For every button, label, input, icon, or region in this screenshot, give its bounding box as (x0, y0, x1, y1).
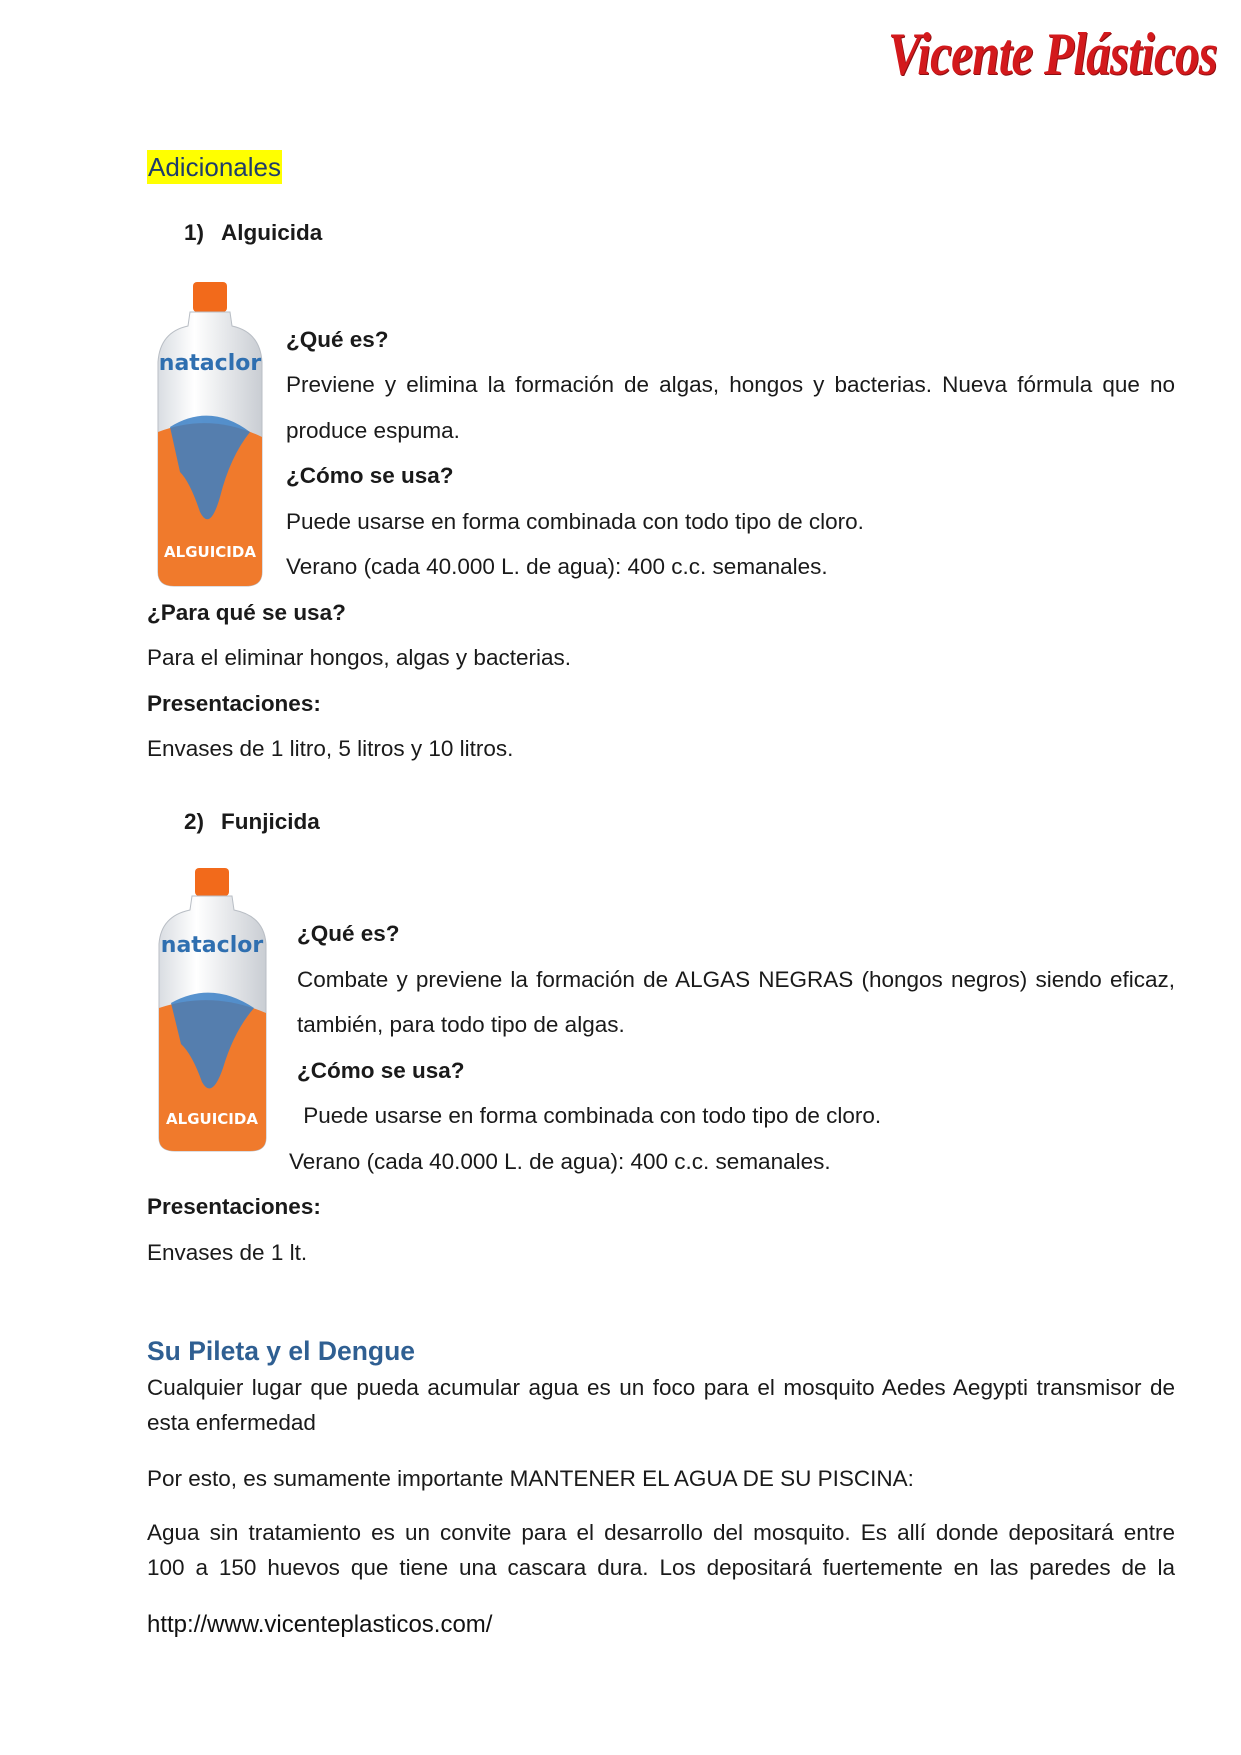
product-2-que-es-heading: ¿Qué es? (297, 921, 400, 946)
product-2-como-line-2: Verano (cada 40.000 L. de agua): 400 c.c. semanales. (289, 1149, 831, 1174)
product-2-presentaciones-text: Envases de 1 lt. (147, 1240, 308, 1265)
product-2-como-line-1: Puede usarse en forma combinada con todo tipo de cloro. (297, 1103, 882, 1128)
product-1-que-es-heading: ¿Qué es? (286, 327, 389, 352)
dengue-section-title: Su Pileta y el Dengue (147, 1336, 416, 1366)
product-1-para-heading: ¿Para qué se usa? (147, 600, 346, 625)
dengue-p3-line-2: 100 a 150 huevos que tiene una cascara dura. Los depositará fuertemente en las paredes de la (147, 1555, 1175, 1580)
bottle-brand: nataclor (160, 933, 264, 958)
dengue-p1-line-1: Cualquier lugar que pueda acumular agua es un foco para el mosquito Aedes Aegypti transmisor de (147, 1375, 1175, 1400)
product-1-number: 1) (184, 220, 205, 245)
section-title: Adicionales (148, 152, 281, 182)
product-1-como-line-2: Verano (cada 40.000 L. de agua): 400 c.c. semanales. (286, 554, 828, 579)
bottle-label: ALGUICIDA (166, 1110, 258, 1128)
product-2-number: 2) (184, 809, 205, 834)
product-1-que-es-line-1: Previene y elimina la formación de algas, hongos y bacterias. Nueva fórmula que no (286, 372, 1175, 397)
dengue-p3-line-1: Agua sin tratamiento es un convite para el desarrollo del mosquito. Es allí donde depositará entre (147, 1520, 1175, 1545)
product-1-title (184, 218, 322, 248)
product-1-como-line-1: Puede usarse en forma combinada con todo tipo de cloro. (286, 509, 864, 534)
funjicida-bottle-image (150, 868, 275, 1153)
product-2-presentaciones-heading: Presentaciones: (147, 1194, 321, 1219)
product-1-name: Alguicida (221, 220, 323, 245)
product-2-name: Funjicida (221, 809, 320, 834)
product-1-como-heading: ¿Cómo se usa? (286, 463, 454, 488)
product-2-que-es-line-1: Combate y previene la formación de ALGAS NEGRAS (hongos negros) siendo eficaz, (297, 967, 1175, 992)
bottle-brand: nataclor (158, 351, 262, 376)
footer-website-link[interactable]: http://www.vicenteplasticos.com/ (147, 1611, 493, 1638)
bottle-cap (193, 282, 227, 312)
dengue-p1-line-2: esta enfermedad (147, 1410, 316, 1435)
product-1-que-es-line-2: produce espuma. (286, 418, 460, 443)
product-1-presentaciones-text: Envases de 1 litro, 5 litros y 10 litros. (147, 736, 514, 761)
product-2-title (184, 807, 320, 837)
dengue-p2: Por esto, es sumamente importante MANTENER EL AGUA DE SU PISCINA: (147, 1466, 914, 1491)
company-logo: Vicente Plásticos (888, 21, 1218, 87)
product-1-para-text: Para el eliminar hongos, algas y bacterias. (147, 645, 571, 670)
bottle-cap (195, 868, 229, 896)
bottle-label: ALGUICIDA (164, 543, 256, 561)
product-1-presentaciones-heading: Presentaciones: (147, 691, 321, 716)
product-2-que-es-line-2: también, para todo tipo de algas. (297, 1012, 625, 1037)
product-2-como-heading: ¿Cómo se usa? (297, 1058, 465, 1083)
alguicida-bottle-image (150, 282, 270, 588)
